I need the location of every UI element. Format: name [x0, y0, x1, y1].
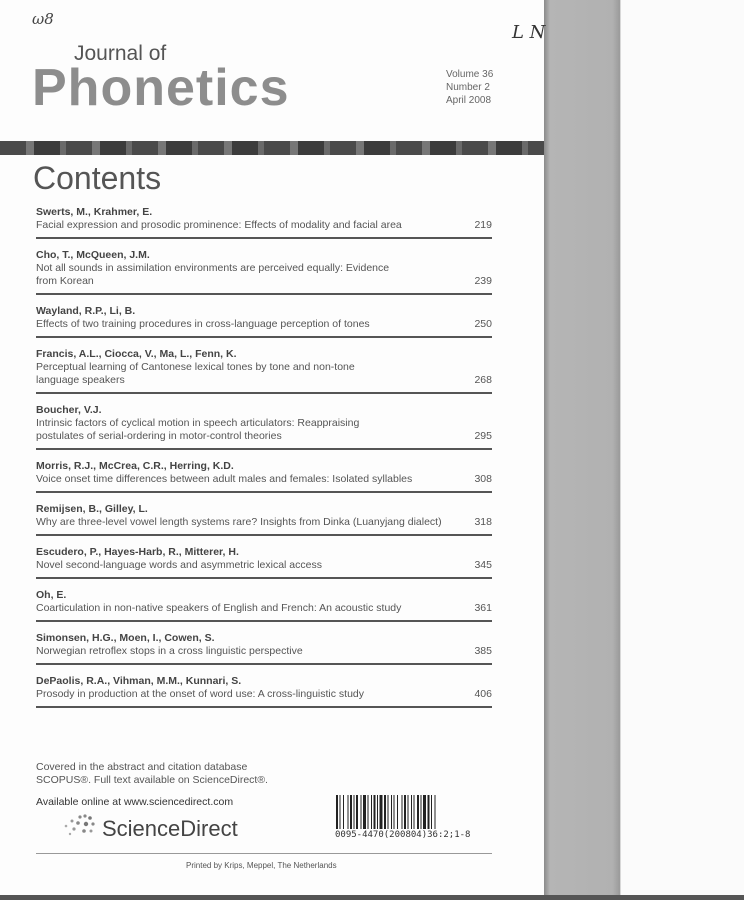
entry-title-line: Norwegian retroflex stops in a cross linguistic perspective: [36, 645, 303, 657]
barcode-bar: [404, 795, 406, 829]
printer-credit: Printed by Krips, Meppel, The Netherlands: [186, 861, 337, 870]
barcode-bar: [388, 795, 389, 829]
entry-page-number: 345: [474, 559, 492, 571]
entry-page-number: 239: [474, 275, 492, 287]
sciencedirect-dots-icon: [60, 812, 100, 838]
issue-info: [446, 68, 493, 107]
entry-title-line: Not all sounds in assimilation environments are perceived equally: Evidence: [36, 262, 390, 274]
toc-entry[interactable]: [36, 631, 492, 665]
entry-title-line: Voice onset time differences between adult males and females: Isolated syllables: [36, 473, 413, 485]
barcode-bar: [417, 795, 419, 829]
barcode-bar: [384, 795, 386, 829]
barcode-bar: [421, 795, 422, 829]
entry-title-line: Why are three-level vowel length systems rare? Insights from Dinka (Luanyjang dialect): [36, 516, 442, 528]
barcode-bar: [377, 795, 378, 829]
entry-title-line: from Korean: [36, 275, 94, 287]
date-label: April 2008: [446, 95, 492, 106]
entry-authors: Morris, R.J., McCrea, C.R., Herring, K.D.: [36, 460, 234, 472]
handwritten-note-left: ω8: [32, 10, 54, 28]
barcode-bar: [435, 795, 436, 829]
entry-authors: Simonsen, H.G., Moen, I., Cowen, S.: [36, 632, 215, 644]
entry-title-line: Facial expression and prosodic prominence: Effects of modality and facial area: [36, 219, 402, 231]
entry-page-number: 385: [474, 645, 492, 657]
entry-page-number: 318: [474, 516, 492, 528]
toc-entry[interactable]: [36, 205, 492, 239]
barcode-bar: [411, 795, 412, 829]
toc-entry[interactable]: [36, 502, 492, 536]
entry-authors: DePaolis, R.A., Vihman, M.M., Kunnari, S.: [36, 675, 242, 687]
toc-entry[interactable]: [36, 248, 492, 295]
entry-title-row: [36, 516, 492, 529]
entry-title-row: [36, 473, 492, 486]
barcode-bar: [348, 795, 349, 829]
barcode-bar: [336, 795, 338, 829]
handwritten-note-right: L N: [512, 22, 546, 43]
journal-title: Phonetics: [32, 59, 290, 117]
entry-title-row: [36, 219, 492, 232]
coverage-note: [36, 761, 268, 787]
entry-title-row: [36, 417, 492, 443]
barcode-bar: [391, 795, 392, 829]
entry-page-number: 295: [474, 430, 492, 442]
entry-title-line: Novel second-language words and asymmetric lexical access: [36, 559, 322, 571]
barcode-bar: [361, 795, 362, 829]
entry-title-line: postulates of serial-ordering in motor-control theories: [36, 430, 282, 442]
entry-page-number: 250: [474, 318, 492, 330]
available-online-link[interactable]: Available online at www.sciencedirect.com: [36, 796, 234, 808]
entry-page-number: 406: [474, 688, 492, 700]
entry-page-number: 219: [474, 219, 492, 231]
barcode-bar: [428, 795, 430, 829]
barcode-bar: [354, 795, 355, 829]
entry-title-row: [36, 361, 492, 387]
barcode-bar: [374, 795, 376, 829]
footer-divider: [36, 853, 492, 854]
entry-title-row: [36, 645, 492, 658]
scan-bottom-edge: [0, 895, 744, 900]
entry-authors: Oh, E.: [36, 589, 67, 601]
coverage-line-1: Covered in the abstract and citation database: [36, 761, 248, 773]
entry-authors: Francis, A.L., Ciocca, V., Ma, L., Fenn, K.: [36, 348, 237, 360]
barcode-bar: [371, 795, 372, 829]
journal-prefix: Journal of: [74, 42, 167, 65]
sciencedirect-wordmark: ScienceDirect: [102, 816, 238, 841]
barcode-bar: [350, 795, 352, 829]
entry-title-row: [36, 262, 492, 288]
toc-entry[interactable]: [36, 674, 492, 708]
barcode-bar: [394, 795, 395, 829]
barcode-bar: [343, 795, 344, 829]
toc-entry[interactable]: [36, 304, 492, 338]
barcode-bar: [397, 795, 398, 829]
barcode-bar: [408, 795, 409, 829]
entry-authors: Wayland, R.P., Li, B.: [36, 305, 136, 317]
barcode-bar: [402, 795, 403, 829]
entry-title-row: [36, 559, 492, 572]
barcode-bar: [340, 795, 341, 829]
entry-title-line: Intrinsic factors of cyclical motion in speech articulators: Reappraising: [36, 417, 360, 429]
toc-entry[interactable]: [36, 347, 492, 394]
volume-label: Volume 36: [446, 69, 494, 80]
barcode-bar: [363, 795, 366, 829]
entry-page-number: 268: [474, 374, 492, 386]
entry-title-line: Prosody in production at the onset of word use: A cross-linguistic study: [36, 688, 365, 700]
entry-page-number: 361: [474, 602, 492, 614]
toc-entry[interactable]: [36, 588, 492, 622]
entry-title-line: Perceptual learning of Cantonese lexical tones by tone and non-tone: [36, 361, 355, 373]
barcode-bar: [380, 795, 383, 829]
adjacent-page: [620, 0, 744, 900]
coverage-line-2: SCOPUS®. Full text available on ScienceDirect®.: [36, 774, 268, 786]
barcode-bar: [431, 795, 432, 829]
binding-edge: [544, 0, 620, 900]
toc-entry[interactable]: [36, 403, 492, 450]
entry-title-line: Effects of two training procedures in cross-language perception of tones: [36, 318, 370, 330]
entry-title-line: Coarticulation in non-native speakers of English and French: An acoustic study: [36, 602, 402, 614]
number-label: Number 2: [446, 82, 490, 93]
barcode: [335, 795, 491, 829]
entry-authors: Remijsen, B., Gilley, L.: [36, 503, 148, 515]
header-stripe: [0, 141, 544, 155]
contents-heading: Contents: [33, 160, 162, 196]
entry-title-row: [36, 688, 492, 701]
barcode-bar: [414, 795, 415, 829]
table-of-contents: [36, 205, 492, 717]
barcode-number: 0095-4470(200804)36:2;1-8: [335, 830, 471, 840]
entry-authors: Swerts, M., Krahmer, E.: [36, 206, 153, 218]
entry-authors: Cho, T., McQueen, J.M.: [36, 249, 150, 261]
entry-title-line: language speakers: [36, 374, 125, 386]
toc-entry[interactable]: [36, 459, 492, 493]
entry-authors: Boucher, V.J.: [36, 404, 102, 416]
entry-authors: Escudero, P., Hayes-Harb, R., Mitterer, H.: [36, 546, 239, 558]
toc-entry[interactable]: [36, 545, 492, 579]
entry-title-row: [36, 602, 492, 615]
entry-page-number: 308: [474, 473, 492, 485]
barcode-bar: [356, 795, 358, 829]
barcode-bar: [368, 795, 369, 829]
barcode-bar: [423, 795, 426, 829]
entry-title-row: [36, 318, 492, 331]
